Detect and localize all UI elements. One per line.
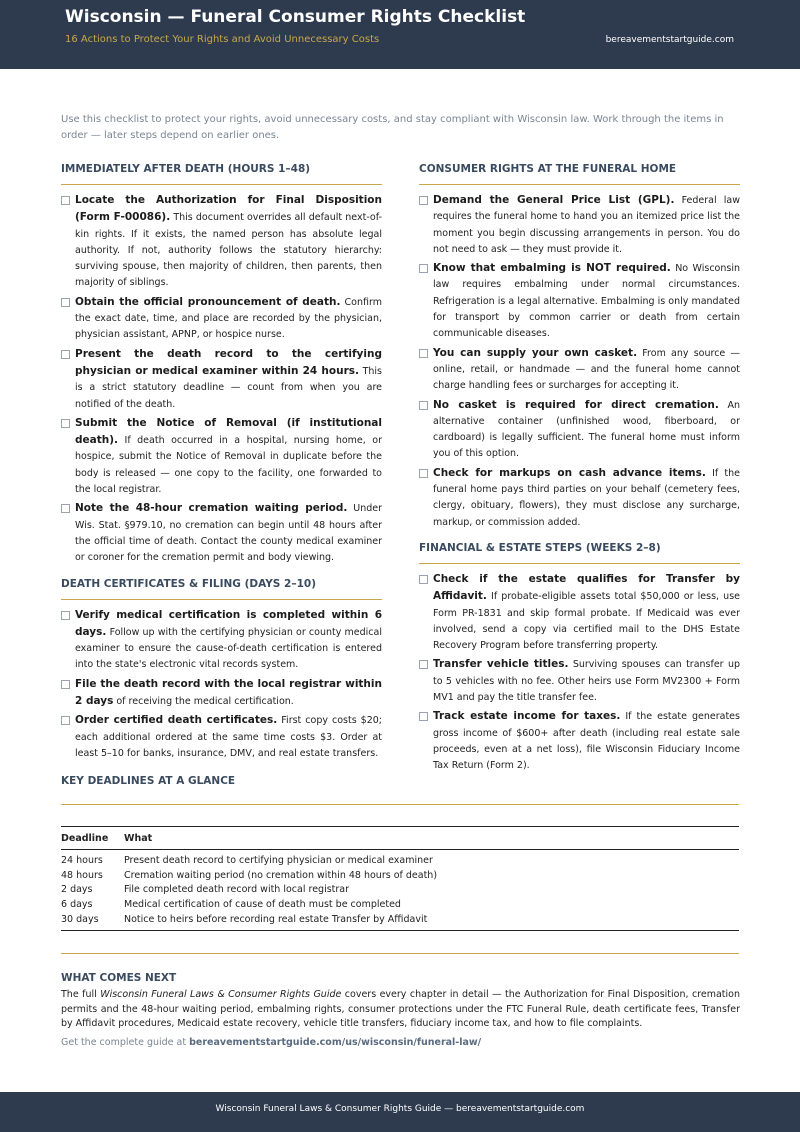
checklist-item [419,571,740,654]
checklist-item-title: Transfer vehicle titles. [433,658,569,671]
checkbox[interactable] [419,401,428,410]
page-title: Wisconsin — Funeral Consumer Rights Checklist [65,7,526,27]
what-cell: Notice to heirs before recording real estate Transfer by Affidavit [124,914,428,926]
checklist-item-title: Track estate income for taxes. [433,710,621,723]
checkbox[interactable] [419,712,428,721]
right-column [419,160,740,777]
checklist-item-text: An alternative container (unfinished wood, fiberboard, or cardboard) is legally sufficient. The funeral home must inform you of this option. [433,399,740,460]
checklist-item-text: Follow up with the certifying physician or county medical examiner to ensure the cause-of-death certification is entered into the state's electronic vital records system. [75,626,382,671]
checklist-item-title: You can supply your own casket. [433,346,638,359]
checklist-item-text: From any source — online, retail, or handmade — and the funeral home cannot charge handling fees or surcharges for accepting it. [433,347,740,392]
checklist-item [419,260,740,342]
checkbox[interactable] [61,680,70,689]
checklist-item-text: If death occurred in a hospital, nursing home, or hospice, submit the Notice of Removal in duplicate before the body is released — one copy to the facility, one forwarded to the local registrar. [75,435,382,496]
checklist-item-title: Obtain the official pronouncement of death. [75,295,341,308]
checklist-item-text: of receiving the medical certification. [116,696,294,708]
checklist-item-text: This document overrides all default next-of-kin rights. If it exists, the named person has absolute legal authority. If not, authority follows the statutory hierarchy: surviving spouse, then majority of children, then parents, then majority of siblings. [75,212,382,289]
checklist-item [61,192,382,292]
checklist-item [61,415,382,498]
checklist-item-text: Surviving spouses can transfer up to 5 vehicles with no fee. Other heirs use Form MV2300 + Form MV1 and pay the title transfer fee. [433,659,740,704]
checklist-item [61,294,382,344]
page-subtitle: 16 Actions to Protect Your Rights and Avoid Unnecessary Costs [65,34,380,45]
section-heading-key-deadlines: KEY DEADLINES AT A GLANCE [61,772,739,805]
checkbox[interactable] [61,611,70,620]
what-comes-next-section [61,972,740,1048]
checklist-item [61,676,382,711]
deadline-cell: 30 days [61,914,99,926]
deadlines-table-header [61,827,739,850]
checklist-item-title: Order certified death certificates. [75,714,278,727]
checklist-item [419,708,740,774]
checklist-item-title: Demand the General Price List (GPL). [433,194,675,206]
header-banner [0,0,800,69]
checklist-item-text: Federal law requires the funeral home to hand you an itemized price list the moment you begin discussing arrangements in person. You do not need to ask — they must provide it. [433,195,740,255]
checklist-item-text: Confirm the exact date, time, and place are recorded by the physician, physician assistant, APNP, or hospice nurse. [75,296,382,341]
column-header-deadline: Deadline [61,832,109,844]
checklist-item [61,500,382,566]
key-deadlines-section [61,772,739,954]
checklist-item-title: Submit the Notice of Removal (if institutional death). [75,416,382,447]
guide-link-line: Get the complete guide at bereavementstartguide.com/us/wisconsin/funeral-law/ [61,1036,482,1048]
section-heading-what-comes-next: WHAT COMES NEXT [61,972,177,984]
deadline-cell: 24 hours [61,854,103,866]
deadline-cell: 48 hours [61,869,103,881]
checklist-item [419,345,740,395]
table-row [61,853,739,868]
checklist-item [419,465,740,531]
what-comes-next-text: The full Wisconsin Funeral Laws & Consumer Rights Guide covers every chapter in detail — the Authorization for Final Disposition, cremation permits and the 48-hour waiting period, embalming rights, consumer protections under the FTC Funeral Rule, death certificate fees, Transfer by Affidavit procedures, Medicaid estate recovery, vehicle title transfers, fiduciary income tax, and how to file complaints. [61,989,740,1030]
checklist-item-title: Check if the estate qualifies for Transfer by Affidavit. [433,572,740,603]
checklist-item-title: Verify medical certification is completed within 6 days. [75,608,382,638]
column-header-what: What [124,832,153,844]
what-cell: File completed death record with local registrar [124,884,350,896]
checkbox[interactable] [419,469,428,478]
checklist-item-title: Note the 48-hour cremation waiting period. [75,502,348,515]
checklist-item [61,607,382,674]
section-heading-immediately-after-death: IMMEDIATELY AFTER DEATH (HOURS 1–48) [61,160,382,185]
checkbox[interactable] [61,504,70,513]
left-column [61,160,382,764]
checklist-item-title: Know that embalming is NOT required. [433,262,671,275]
checkbox[interactable] [419,575,428,584]
checkbox[interactable] [61,350,70,359]
section-divider [61,953,739,954]
checklist-consumer-rights [419,192,740,531]
checklist-immediately-after-death [61,192,382,567]
deadlines-table [61,826,739,931]
header-site-link[interactable]: bereavementstartguide.com [605,35,734,45]
checklist-item [61,346,382,413]
checkbox[interactable] [61,419,70,428]
table-row [61,883,739,898]
deadlines-table-body [61,850,739,930]
checkbox[interactable] [61,298,70,307]
checkbox[interactable] [419,660,428,669]
table-row [61,897,739,912]
what-cell: Medical certification of cause of death must be completed [124,899,401,911]
checklist-item-title: Check for markups on cash advance items. [433,466,706,479]
checklist-item-text: If the estate generates gross income of $600+ after death (including real estate sale proceeds, even at a net loss), file Wisconsin Fiduciary Income Tax Return (Form 2). [433,711,740,772]
checklist-item-title: File the death record with the local registrar within 2 days [75,677,382,708]
section-heading-financial-estate: FINANCIAL & ESTATE STEPS (WEEKS 2–8) [419,539,740,564]
section-heading-death-certificates: DEATH CERTIFICATES & FILING (DAYS 2–10) [61,575,382,600]
checklist-item-text: First copy costs $20; each additional ordered at the same time costs $3. Order at least 5–10 for banks, insurance, DMV, and real estate transfers. [75,715,382,759]
guide-link[interactable]: bereavementstartguide.com/us/wisconsin/funeral-law/ [189,1036,482,1048]
checklist-item-text: If the funeral home pays third parties on your behalf (cemetery fees, clergy, obituary, flowers), they must disclose any surcharge, markup, or commission added. [433,467,740,528]
table-row [61,912,739,927]
checklist-financial-estate [419,571,740,775]
checklist-item-title: Locate the Authorization for Final Disposition (Form F-00086). [75,194,382,224]
checklist-item-text: No Wisconsin law requires embalming under normal circumstances. Refrigeration is a legal alternative. Embalming is only mandated for transport by common carrier or death from certain communicable diseases. [433,263,740,340]
guide-title: Wisconsin Funeral Laws & Consumer Rights Guide [100,989,342,1000]
deadline-cell: 6 days [61,899,93,911]
footer-banner [0,1092,800,1132]
checkbox[interactable] [419,264,428,273]
checkbox[interactable] [61,716,70,725]
checklist-item [61,712,382,762]
what-cell: Present death record to certifying physician or medical examiner [124,854,433,866]
checkbox[interactable] [61,196,70,205]
deadline-cell: 2 days [61,884,93,896]
checklist-item [419,397,740,463]
what-cell: Cremation waiting period (no cremation within 48 hours of death) [124,869,438,881]
checklist-item-title: No casket is required for direct cremation. [433,398,719,411]
checklist-death-certificates [61,607,382,763]
checklist-item-text: This is a strict statutory deadline — count from when you are notified of the death. [75,365,382,410]
checklist-item [419,192,740,258]
checkbox[interactable] [419,349,428,358]
checklist-item-text: Under Wis. Stat. §979.10, no cremation can begin until 48 hours after the official time of death. Contact the county medical examiner or coroner for the cremation permit and body viewing. [75,503,382,564]
intro-text: Use this checklist to protect your rights, avoid unnecessary costs, and stay compliant with Wisconsin law. Work through the items in order — later steps depend on earlier ones. [61,114,724,141]
checklist-item-text: If probate-eligible assets total $50,000 or less, use Form PR-1831 and skip formal probate. If Medicaid was ever involved, send a copy via certified mail to the DHS Estate Recovery Program before transferring property. [433,591,740,652]
checkbox[interactable] [419,196,428,205]
footer-text: Wisconsin Funeral Laws & Consumer Rights Guide — bereavementstartguide.com [215,1104,585,1114]
checklist-item [419,656,740,706]
table-row [61,868,739,883]
checklist-item-title: Present the death record to the certifying physician or medical examiner within 24 hours. [75,347,382,377]
section-heading-consumer-rights: CONSUMER RIGHTS AT THE FUNERAL HOME [419,160,740,185]
